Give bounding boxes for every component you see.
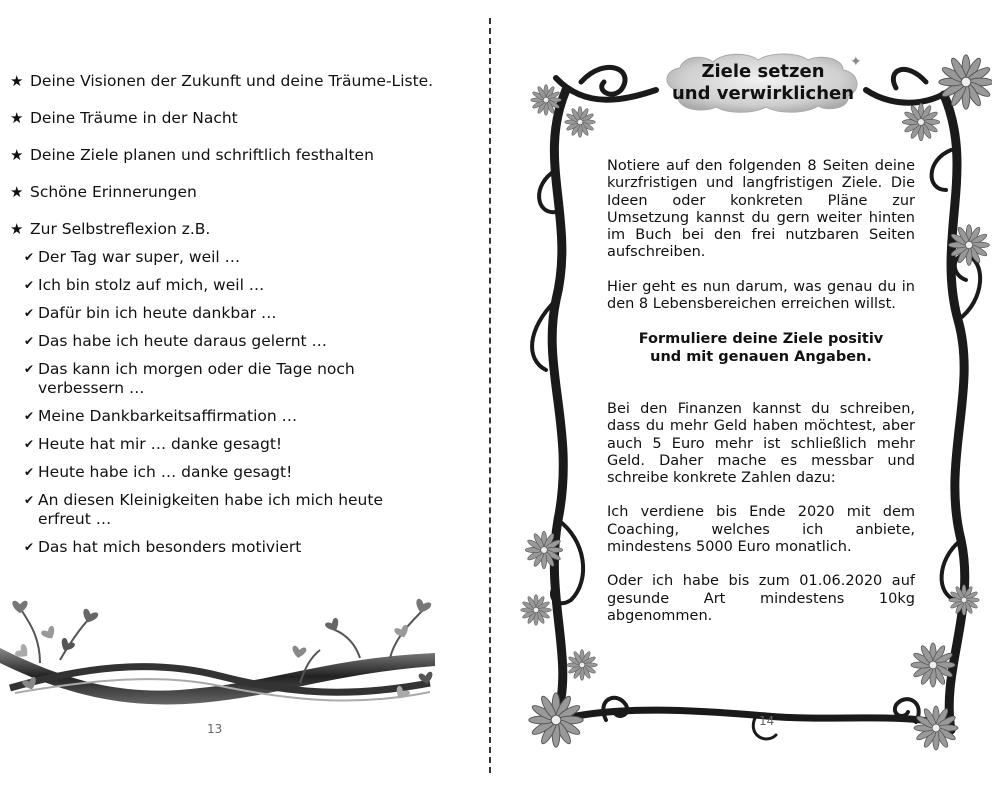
list-item: ★ Deine Ziele planen und schriftlich festhalten (10, 146, 374, 164)
vine-hearts-ornament (0, 588, 440, 718)
body-text (607, 158, 915, 625)
paragraph: Bei den Finanzen kannst du schreiben, dass du mehr Geld haben möchtest, aber auch 5 Euro mehr ist schließlich mehr Geld. Daher mache es messbar und schreibe konkrete Zahlen dazu: (607, 400, 915, 487)
list-item: ✔ Ich bin stolz auf mich, weil … (24, 276, 265, 294)
list-item: ✔ Heute habe ich … danke gesagt! (24, 463, 293, 481)
check-icon: ✔ (24, 540, 35, 554)
page-number: 13 (207, 722, 223, 736)
list-item: ★ Deine Träume in der Nacht (10, 109, 238, 127)
check-icon: ✔ (24, 409, 35, 423)
star-icon: ★ (10, 109, 24, 127)
star-icon: ★ (10, 183, 24, 201)
check-icon: ✔ (24, 250, 35, 264)
list-item: ✔ An diesen Kleinigkeiten habe ich mich heute erfreut … (24, 491, 383, 528)
page-divider (489, 18, 491, 773)
check-icon: ✔ (24, 437, 35, 451)
bullet-list (10, 72, 450, 557)
paragraph: Hier geht es nun darum, was genau du in den 8 Lebensbereichen erreichen willst. (607, 278, 915, 313)
list-item: ✔ Das habe ich heute daraus gelernt … (24, 332, 328, 350)
left-page (0, 0, 488, 793)
check-icon: ✔ (24, 306, 35, 320)
page-number: 14 (759, 714, 775, 728)
right-page (496, 0, 992, 793)
list-item: ✔ Heute hat mir … danke gesagt! (24, 435, 283, 453)
star-icon: ★ (10, 220, 24, 238)
check-icon: ✔ (24, 278, 35, 292)
check-icon: ✔ (24, 334, 35, 348)
list-item: ★ Zur Selbstreflexion z.B. (10, 220, 211, 238)
star-icon: ★ (10, 146, 24, 164)
page-title: Ziele setzen und verwirklichen (671, 61, 855, 104)
star-icon: ★ (10, 72, 24, 90)
list-item: ✔ Der Tag war super, weil … (24, 248, 241, 266)
svg-text:✦: ✦ (850, 54, 862, 70)
paragraph: Ich verdiene bis Ende 2020 mit dem Coaching, welches ich anbiete, mindestens 5000 Euro monatlich. (607, 504, 915, 556)
list-item: ★ Schöne Erinnerungen (10, 183, 197, 201)
check-icon: ✔ (24, 493, 35, 507)
list-item: ✔ Das hat mich besonders motiviert (24, 538, 302, 556)
paragraph: Notiere auf den folgenden 8 Seiten deine kurzfristigen und langfristigen Ziele. Die Ideen oder konkreten Pläne zur Umsetzung kannst du gern weiter hinten im Buch bei den frei nutzbaren Seiten aufschreiben. (607, 158, 915, 261)
check-icon: ✔ (24, 362, 35, 376)
list-item: ✔ Das kann ich morgen oder die Tage noch verbessern … (24, 360, 355, 397)
list-item: ✔ Meine Dankbarkeitsaffirmation … (24, 407, 298, 425)
list-item: ✔ Dafür bin ich heute dankbar … (24, 304, 277, 322)
paragraph: Oder ich habe bis zum 01.06.2020 auf gesunde Art mindestens 10kg abgenommen. (607, 573, 915, 624)
list-item: ★ Deine Visionen der Zukunft und deine Träume-Liste. (10, 72, 434, 90)
emphasis-text: Formuliere deine Ziele positiv und mit genauen Angaben. (638, 331, 884, 365)
check-icon: ✔ (24, 465, 35, 479)
